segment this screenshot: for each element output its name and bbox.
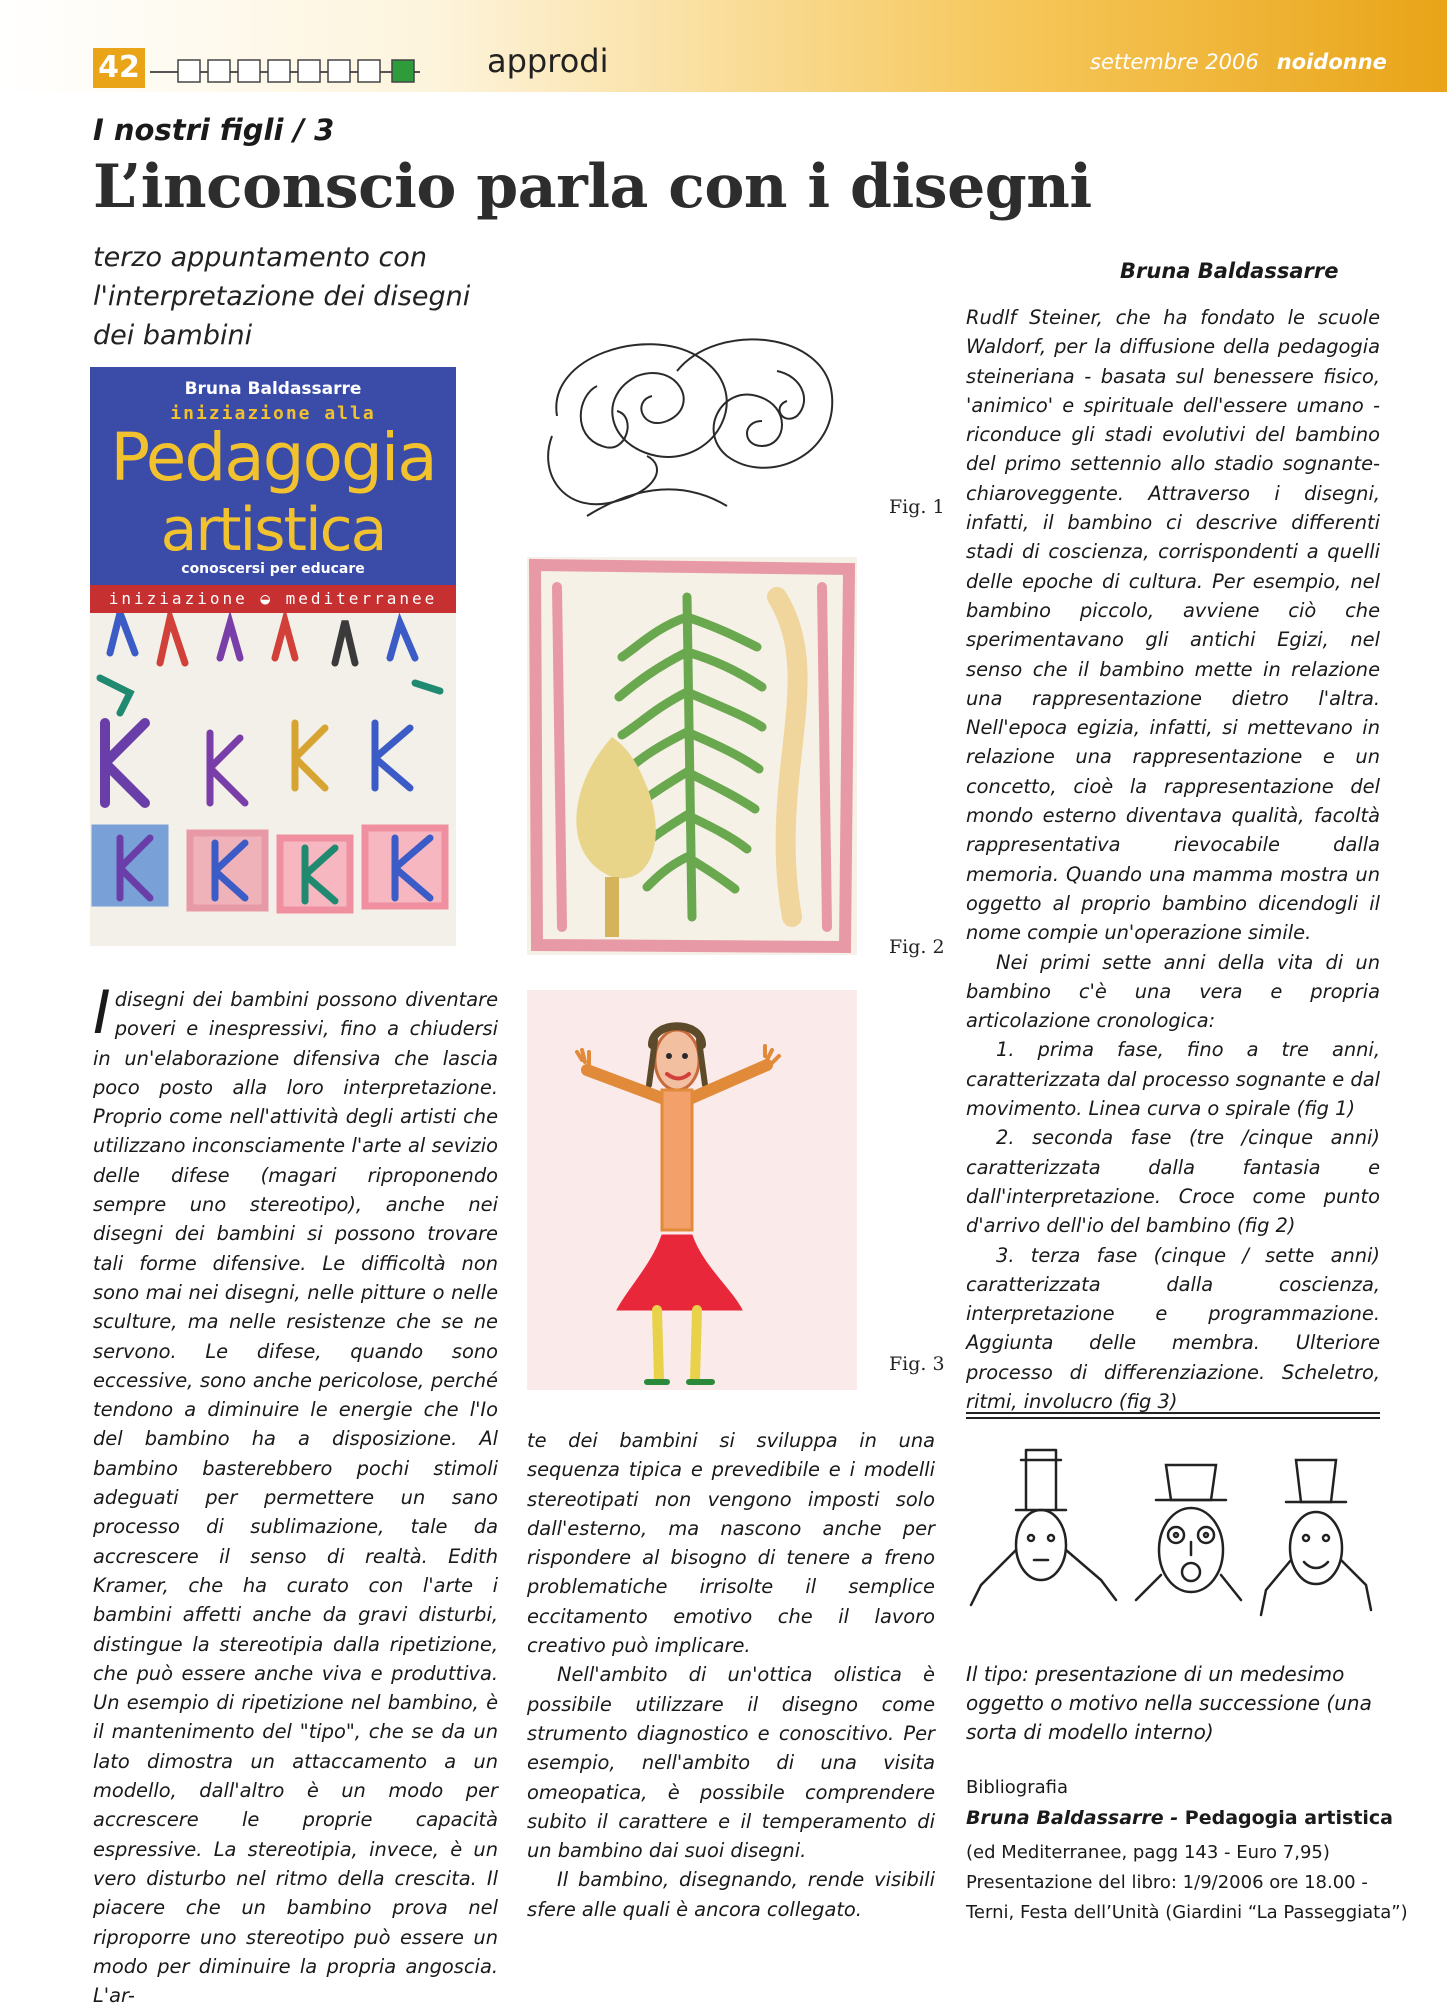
column-2-paragraph: te dei bambini si sviluppa in una sequenza tipica e prevedibile e i modelli stereotipati non vengono imposti solo dall'esterno, ma nascono anche per rispondere al bisogno di tenere a freno problematiche irrisolte il semplice eccitamento emotivo che il lavoro creativo può implicare. bbox=[527, 1429, 935, 1658]
figure-3-drawing bbox=[527, 990, 857, 1390]
bibliography-title: Pedagogia artistica bbox=[1184, 1807, 1393, 1829]
book-cover-tagline: conoscersi per educare bbox=[181, 561, 365, 577]
column-3-list-item: 2. seconda fase (tre /cinque anni) caratterizzata dalla fantasia e dall'interpretazione. Croce come punto d'arrivo dell'io del bambino (fig 2) bbox=[966, 1126, 1380, 1238]
publisher-right: mediterranee bbox=[285, 589, 438, 608]
bibliography-reference bbox=[966, 1807, 1393, 1829]
book-cover-drawing bbox=[90, 613, 456, 946]
page-number: 42 bbox=[93, 48, 145, 88]
section-name: approdi bbox=[487, 42, 609, 80]
book-cover-title-2: artistica bbox=[160, 495, 386, 565]
book-cover-series: iniziazione alla bbox=[170, 403, 376, 424]
double-rule-divider bbox=[966, 1412, 1380, 1419]
bibliography-label: Bibliografia bbox=[966, 1777, 1069, 1798]
column-3-paragraph: Nei primi sette anni della vita di un bambino c'è una vera e propria articolazione cronologica: bbox=[966, 950, 1380, 1033]
column-2-paragraph: Nell'ambito di un'ottica olistica è possibile utilizzare il disegno come strumento diagnostico e conoscitivo. Per esempio, nell'ambito di una visita omeopatica, è possibile comprendere subito il carattere e il temperamento di un bambino dai suoi disegni. bbox=[527, 1663, 935, 1863]
figure-4-caption: Il tipo: presentazione di un medesimo oggetto o motivo nella successione (una sorta di modello interno) bbox=[966, 1662, 1372, 1744]
figure-2-drawing bbox=[527, 557, 857, 955]
figure-1-drawing bbox=[527, 316, 857, 531]
bibliography-presentation: Presentazione del libro: 1/9/2006 ore 18.00 - bbox=[966, 1872, 1368, 1893]
column-3-paragraph: Rudlf Steiner, che ha fondato le scuole Waldorf, per la diffusione della pedagogia steineriana - basata sul benessere fisico, 'animico' e spirituale dell'essere umano - riconduce gli stadi evolutivi del bambino del primo settennio allo stadio sognante-chiaroveggente. Attraverso i disegni, infatti, il bambino ci descrive differenti stadi di coscienza, corrispondenti a quelli delle epoche di cultura. Per esempio, nel bambino piccolo, avviene ciò che sperimentavano gli antichi Egizi, nel senso che il bambino mette in relazione una rappresentazione dietro l'altra. Nell'epoca egizia, infatti, si mettevano in relazione una rappresentazione e un concetto, cioè la rappresentazione del mondo esterno diventava qualità, facoltà rappresentativa rievocabile dalla memoria. Quando una mamma mostra un oggetto al proprio bambino dicendogli il nome compie un'operazione simile. bbox=[966, 306, 1380, 945]
bibliography-separator: - bbox=[1163, 1807, 1185, 1829]
article-byline: Bruna Baldassarre bbox=[1120, 259, 1339, 283]
bibliography-details bbox=[966, 1838, 1408, 1928]
column-1-text: disegni dei bambini possono diventare poveri e inespressivi, fino a chiudersi in un'elaborazione difensiva che lascia poco posto alla loro interpretazione. Proprio come nell'attività degli artisti che utilizzano inconsciamente l'arte al sevizio delle difese (magari riproponendo sempre uno stereotipo), anche nei disegni dei bambini si possono trovare tali forme difensive. Le difficoltà non sono mai nei disegni, nelle pitture o nelle sculture, ma nelle resistenze che se ne servono. Le difese, quando sono eccessive, sono anche pericolose, perché tendono a diminuire le energie che l'Io del bambino ha a disposizione. Al bambino basterebbero pochi stimoli adeguati per permettere un sano processo di sublimazione, tale da accrescere il senso di realtà. Edith Kramer, che ha curato con l'arte i bambini affetti anche da gravi disturbi, distingue la stereotipia dalla ripetizione, che può essere anche viva e produttiva. Un esempio di ripetizione nel bambino, è il mantenimento del "tipo", che se da un lato dimostra un attaccamento a un modello, dall'altro è un modo per accrescere le proprie capacità espressive. La stereotipia, invece, è un vero disturbo nel ritmo della crescita. Il piacere che un bambino prova nel riproporre uno stereotipo può essere un modo per diminuire la propria angoscia. L'ar- bbox=[93, 988, 498, 2008]
bibliography-author: Bruna Baldassarre bbox=[966, 1807, 1164, 1829]
publisher-left: iniziazione bbox=[108, 589, 248, 608]
figure-2-caption: Fig. 2 bbox=[889, 936, 945, 958]
figure-3-caption: Fig. 3 bbox=[889, 1353, 945, 1375]
header-decoration bbox=[150, 52, 420, 86]
issue-info bbox=[1090, 50, 1387, 74]
column-2-paragraph: Il bambino, disegnando, rende visibili sfere alle quali è ancora collegato. bbox=[527, 1868, 935, 1921]
figure-4-drawing bbox=[966, 1440, 1380, 1660]
article-column-3 bbox=[966, 303, 1380, 1416]
drop-cap: I bbox=[93, 978, 111, 1048]
book-cover-image bbox=[90, 367, 456, 946]
column-3-list-item: 1. prima fase, fino a tre anni, caratterizzata dal processo sognante e dal movimento. Linea curva o spirale (fig 1) bbox=[966, 1038, 1380, 1121]
article-column-2 bbox=[527, 1426, 935, 1924]
figure-1-caption: Fig. 1 bbox=[889, 496, 945, 518]
issue-date: settembre 2006 bbox=[1090, 50, 1259, 74]
article-subtitle: terzo appuntamento con l'interpretazione dei disegni dei bambini bbox=[93, 242, 471, 351]
magazine-name: noidonne bbox=[1276, 50, 1387, 74]
article-title: L’inconscio parla con i disegni bbox=[93, 152, 1092, 222]
column-3-list-item: 3. terza fase (cinque / sette anni) caratterizzata dalla coscienza, interpretazione e programmazione. Aggiunta delle membra. Ulteriore processo di differenziazione. Scheletro, ritmi, involucro (fig 3) bbox=[966, 1243, 1380, 1413]
bibliography-venue: Terni, Festa dell’Unità (Giardini “La Passeggiata”) bbox=[966, 1902, 1408, 1923]
book-cover-publisher: iniziazione ◒ mediterranee bbox=[90, 585, 456, 613]
book-cover-author: Bruna Baldassarre bbox=[184, 379, 362, 399]
article-kicker: I nostri figli / 3 bbox=[93, 113, 335, 147]
bibliography-publisher: (ed Mediterranee, pagg 143 - Euro 7,95) bbox=[966, 1842, 1330, 1863]
book-cover-title-1: Pedagogia bbox=[110, 419, 436, 496]
article-column-1 bbox=[93, 978, 498, 2010]
